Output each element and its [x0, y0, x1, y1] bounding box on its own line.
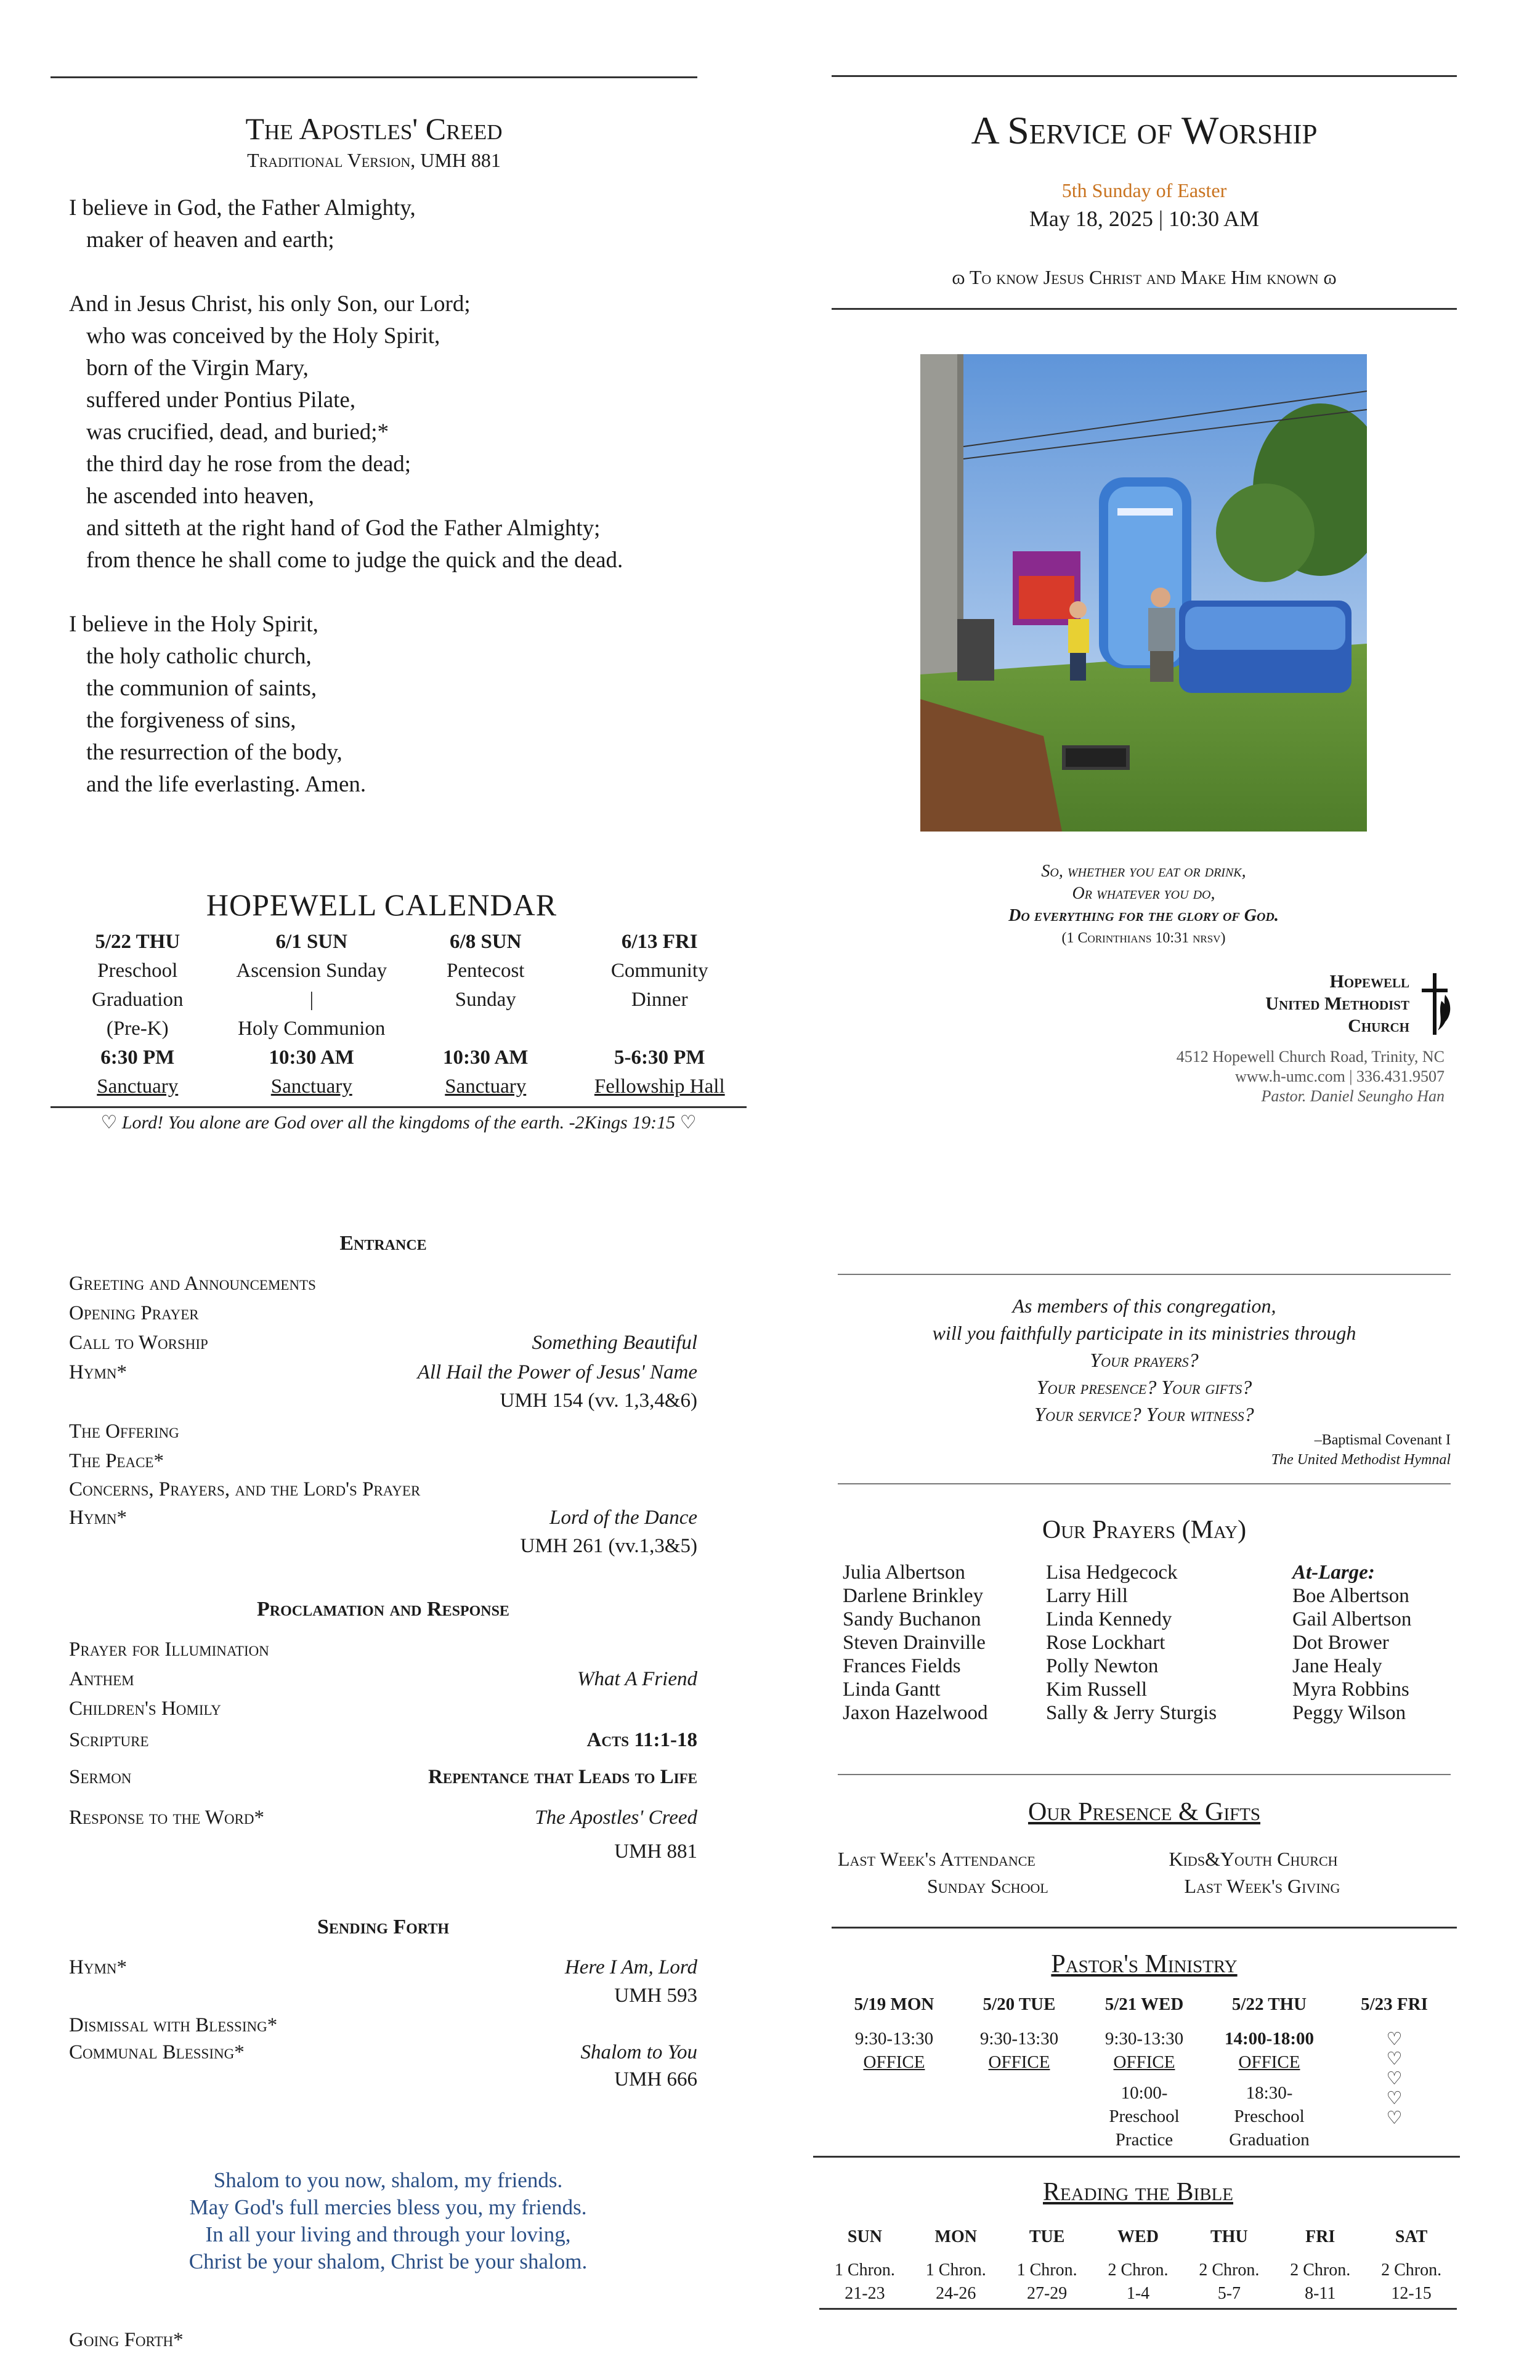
creed-line: the third day he rose from the dead;: [86, 451, 411, 477]
hymn-2-label: Hymn*: [69, 1507, 128, 1529]
creed-header: [51, 111, 697, 172]
creed-title: The Apostles' Creed: [245, 111, 503, 146]
pastor-ministry-title: Pastor's Ministry: [1051, 1950, 1238, 1978]
calendar-event: (Pre-K): [106, 1018, 169, 1040]
church-name-line: United Methodist: [1265, 994, 1409, 1014]
pastor-day-2: [957, 1993, 1082, 2151]
prayers-at-large-heading: At-Large:: [1292, 1561, 1375, 1584]
covenant-line: will you faithfully participate in its ministries through: [932, 1322, 1356, 1344]
calendar-place: Sanctuary: [97, 1075, 179, 1098]
church-web-phone: www.h-umc.com | 336.431.9507: [1234, 1067, 1445, 1085]
pastor-day-place: OFFICE: [1113, 2052, 1175, 2072]
bible-day-wed: [1093, 2225, 1184, 2305]
greeting-item: Greeting and Announcements: [69, 1273, 316, 1295]
calendar-date: 6/13 FRI: [621, 931, 698, 953]
creed-line: maker of heaven and earth;: [86, 227, 334, 253]
prayer-name: Steven Drainville: [843, 1632, 986, 1654]
calendar-date: 5/22 THU: [95, 931, 180, 953]
bible-bottom-rule: [819, 2308, 1457, 2310]
concerns-item: Concerns, Prayers, and the Lord's Prayer: [69, 1478, 421, 1500]
church-name-line: Hopewell: [1329, 971, 1409, 992]
response-label: Response to the Word*: [69, 1807, 265, 1829]
cover-motto: ɷ To know Jesus Christ and Make Him known ɷ: [952, 266, 1337, 288]
pastor-day-place: OFFICE: [1238, 2052, 1300, 2072]
covenant-line: Your service? Your witness?: [1034, 1403, 1254, 1425]
creed-line: he ascended into heaven,: [86, 484, 314, 509]
bible-day: THU: [1210, 2227, 1248, 2246]
waterslide-photo: [920, 354, 1367, 832]
pastor-day-1: [832, 1993, 957, 2151]
giving-label: Last Week's Giving: [1184, 1875, 1340, 1897]
bible-chapters: 8-11: [1305, 2284, 1336, 2303]
communal-blessing-label: Communal Blessing*: [69, 2041, 245, 2063]
hymn-1-title: All Hail the Power of Jesus' Name: [417, 1361, 697, 1383]
creed-line: I believe in the Holy Spirit,: [69, 612, 318, 637]
covenant-cite: –Baptismal Covenant I: [1314, 1432, 1451, 1448]
anthem-title: What A Friend: [577, 1668, 697, 1690]
creed-line: who was conceived by the Holy Spirit,: [86, 323, 440, 349]
calendar-event: Dinner: [631, 989, 688, 1011]
bible-chapters: 12-15: [1391, 2284, 1432, 2303]
pastor-day-3: [1082, 1993, 1207, 2151]
hymn-1-label: Hymn*: [69, 1361, 128, 1383]
calendar-place: Sanctuary: [445, 1075, 527, 1098]
prayer-name: Rose Lockhart: [1046, 1632, 1165, 1654]
pastor-day-time: 9:30-13:30: [979, 2029, 1059, 2049]
cover-top-rule: [832, 75, 1457, 77]
creed-line: I believe in God, the Father Almighty,: [69, 195, 416, 221]
scripture-label: Scripture: [69, 1729, 149, 1751]
cross-flame-icon: [1417, 970, 1454, 1038]
pastor-day-time: 9:30-13:30: [854, 2029, 934, 2049]
prayer-name: Kim Russell: [1046, 1678, 1148, 1701]
bible-day-sat: [1366, 2225, 1457, 2305]
shalom-line: Christ be your shalom, Christ be your shalom.: [188, 2249, 588, 2273]
hymn-3-item: [69, 1953, 697, 1982]
homily-item: Children's Homily: [69, 1698, 221, 1720]
bible-chapters: 24-26: [936, 2284, 976, 2303]
covenant-line: Your presence? Your gifts?: [1036, 1376, 1252, 1398]
prayer-name: Gail Albertson: [1292, 1608, 1412, 1630]
prayers-list: [838, 1561, 1451, 1725]
creed-top-rule: [51, 76, 697, 78]
calendar-col-4: [573, 928, 747, 1101]
heart-icon: ♡: [1386, 2089, 1403, 2108]
bible-book: 1 Chron.: [1016, 2261, 1077, 2280]
bible-chapters: 5-7: [1217, 2284, 1241, 2303]
calendar-event: Holy Communion: [238, 1018, 386, 1040]
prayer-name: Linda Kennedy: [1046, 1608, 1172, 1630]
calendar-col-2: [225, 928, 399, 1101]
church-pastor: Pastor. Daniel Seungho Han: [1261, 1087, 1445, 1105]
bible-book: 1 Chron.: [925, 2261, 986, 2280]
covenant-source: The United Methodist Hymnal: [1271, 1452, 1451, 1468]
bible-top-rule: [813, 2156, 1460, 2158]
bible-book: 1 Chron.: [834, 2261, 895, 2280]
attendance-label: Last Week's Attendance: [838, 1848, 1035, 1870]
calendar-event: Pentecost: [447, 960, 525, 982]
creed-line: the communion of saints,: [86, 676, 317, 701]
church-name: [1265, 971, 1409, 1037]
communal-blessing-title: Shalom to You: [580, 2041, 697, 2063]
bible-title: Reading the Bible: [1043, 2178, 1233, 2206]
bible-day: WED: [1117, 2227, 1159, 2246]
creed-stanza-3: [69, 609, 685, 801]
scripture-item: [69, 1723, 697, 1757]
church-logo-block: [1170, 970, 1454, 1038]
anthem-item: [69, 1664, 697, 1694]
hymn-2-number: UMH 261 (vv.1,3&5): [520, 1535, 697, 1557]
opening-prayer-item: Opening Prayer: [69, 1302, 199, 1324]
verse-line: Do everything for the glory of God.: [1008, 906, 1279, 925]
bible-chapters: 1-4: [1126, 2284, 1150, 2303]
prayers-title: Our Prayers (May): [1042, 1516, 1247, 1544]
presence-title: Our Presence & Gifts: [1027, 1798, 1260, 1826]
calendar-date: 6/1 SUN: [275, 931, 347, 953]
calendar-event: Graduation: [92, 989, 184, 1011]
pastor-day-date: 5/20 TUE: [983, 1994, 1056, 2014]
prayer-name: Jane Healy: [1292, 1655, 1382, 1677]
prayer-name: Peggy Wilson: [1292, 1702, 1406, 1724]
pastor-day-extra: Preschool: [1234, 2107, 1305, 2126]
heart-icon: ♡: [1386, 2030, 1403, 2049]
cover-header: [832, 108, 1457, 289]
calendar-time: 10:30 AM: [443, 1046, 529, 1069]
peace-item: The Peace*: [69, 1450, 164, 1472]
creed-stanza-1: [69, 192, 685, 256]
call-to-worship-label: Call to Worship: [69, 1332, 208, 1354]
cover-verse: [920, 860, 1367, 949]
creed-text: [69, 192, 685, 801]
prayer-name: Polly Newton: [1046, 1655, 1159, 1677]
cover-verse-text: [920, 860, 1367, 949]
pastor-day-date: 5/22 THU: [1231, 1994, 1307, 2014]
bible-chapters: 21-23: [845, 2284, 885, 2303]
church-address: 4512 Hopewell Church Road, Trinity, NC: [1176, 1048, 1445, 1066]
response-item: [69, 1797, 697, 1838]
creed-line: the holy catholic church,: [86, 644, 312, 669]
presence-top-rule: [838, 1774, 1451, 1775]
cover-mid-rule: [832, 308, 1457, 310]
calendar-time: 6:30 PM: [100, 1046, 175, 1069]
calendar: [51, 887, 747, 1133]
cover-date: May 18, 2025 | 10:30 AM: [1029, 206, 1260, 231]
heart-icon: ♡: [1386, 2069, 1403, 2089]
prayer-name: Sandy Buchanon: [843, 1608, 981, 1630]
calendar-event: [573, 1014, 747, 1043]
creed-subtitle: Traditional Version, UMH 881: [247, 149, 501, 171]
prayers-col-3: [1292, 1561, 1477, 1725]
prayer-name: Frances Fields: [843, 1655, 961, 1677]
order-of-worship: [69, 1232, 697, 2093]
covenant-line: As members of this congregation,: [1012, 1295, 1276, 1317]
shalom-line: In all your living and through your loving,: [205, 2222, 571, 2246]
bible-day-tue: [1002, 2225, 1093, 2305]
creed-line: and the life everlasting. Amen.: [86, 772, 367, 797]
heart-icon: ♡: [1386, 2108, 1403, 2128]
calendar-col-1: [51, 928, 225, 1101]
calendar-col-3: [399, 928, 573, 1101]
calendar-grid: [51, 928, 747, 1101]
cover-title: A Service of Worship: [971, 108, 1318, 152]
calendar-time: 5-6:30 PM: [614, 1046, 705, 1069]
response-number: UMH 881: [614, 1840, 697, 1863]
covenant: [838, 1292, 1451, 1470]
pastor-ministry-grid: [832, 1993, 1457, 2151]
heart-icon: ♡: [1386, 2049, 1403, 2069]
prayer-name: Myra Robbins: [1292, 1678, 1409, 1701]
church-name-line: Church: [1348, 1016, 1409, 1036]
hymn-1-item: [69, 1358, 697, 1387]
prayer-name: Linda Gantt: [843, 1678, 941, 1701]
bible-grid: [819, 2225, 1457, 2305]
hymn-2-item: [69, 1503, 697, 1532]
prayer-name: Jaxon Hazelwood: [843, 1702, 988, 1724]
illumination-item: Prayer for Illumination: [69, 1638, 269, 1661]
creed-line: and sitteth at the right hand of God the Father Almighty;: [86, 516, 601, 541]
creed-line: suffered under Pontius Pilate,: [86, 387, 356, 413]
sermon-title: Repentance that Leads to Life: [428, 1766, 697, 1788]
reading-bible: [819, 2177, 1457, 2310]
shalom-lyrics: [80, 2167, 696, 2275]
cover-photo: [920, 354, 1367, 832]
response-title: The Apostles' Creed: [535, 1807, 697, 1829]
pastor-day-place: OFFICE: [863, 2052, 925, 2072]
creed-line: And in Jesus Christ, his only Son, our Lord;: [69, 291, 471, 317]
bible-day-sun: [819, 2225, 910, 2305]
calendar-verse: ♡ Lord! You alone are God over all the kingdoms of the earth. -2Kings 19:15 ♡: [100, 1112, 697, 1133]
covenant-line: Your prayers?: [1090, 1349, 1199, 1371]
calendar-time: 10:30 AM: [269, 1046, 354, 1069]
pastor-day-time: 9:30-13:30: [1104, 2029, 1184, 2049]
church-contact: [1096, 1047, 1445, 1106]
verse-citation: (1 Corinthians 10:31 nrsv): [1061, 930, 1226, 946]
covenant-top-rule: [838, 1274, 1451, 1275]
calendar-event: Community: [610, 960, 708, 982]
calendar-event: [399, 1014, 573, 1043]
pastor-day-extra: 18:30-: [1246, 2083, 1293, 2103]
pastor-day-extra: Practice: [1115, 2130, 1173, 2150]
calendar-event: Preschool: [97, 960, 178, 982]
bible-chapters: 27-29: [1026, 2284, 1068, 2303]
sermon-label: Sermon: [69, 1766, 132, 1788]
calendar-place: Sanctuary: [270, 1075, 352, 1098]
presence-col-2: [1145, 1845, 1451, 1900]
bible-day: SAT: [1395, 2227, 1428, 2246]
prayer-name: Sally & Jerry Sturgis: [1046, 1702, 1217, 1724]
creed-line: the forgiveness of sins,: [86, 708, 296, 733]
pastor-day-date: 5/23 FRI: [1361, 1994, 1428, 2014]
anthem-label: Anthem: [69, 1668, 134, 1690]
prayer-name: Boe Albertson: [1292, 1585, 1409, 1607]
pastor-day-place: OFFICE: [988, 2052, 1050, 2072]
communal-blessing-number: UMH 666: [614, 2068, 697, 2091]
creed-line: the resurrection of the body,: [86, 740, 342, 765]
bible-day: MON: [934, 2227, 977, 2246]
prayers-section: [838, 1515, 1451, 1725]
presence-col-1: [838, 1845, 1145, 1900]
call-to-worship-piece: Something Beautiful: [532, 1332, 697, 1354]
prayer-name: Dot Brower: [1292, 1632, 1389, 1654]
sunday-school-label: Sunday School: [927, 1875, 1048, 1897]
calendar-place: Fellowship Hall: [594, 1075, 725, 1098]
bible-day: FRI: [1305, 2227, 1335, 2246]
pastor-day-date: 5/21 WED: [1104, 1994, 1184, 2014]
bible-day-fri: [1275, 2225, 1366, 2305]
presence-section: [838, 1797, 1451, 1900]
cover-sunday: 5th Sunday of Easter: [1061, 179, 1227, 201]
hymn-2-title: Lord of the Dance: [549, 1507, 697, 1529]
offering-item: The Offering: [69, 1420, 179, 1443]
calendar-title: HOPEWELL CALENDAR: [206, 888, 557, 922]
creed-line: was crucified, dead, and buried;*: [86, 419, 389, 445]
communal-blessing-item: [69, 2039, 697, 2066]
creed-stanza-2: [69, 288, 685, 577]
pastor-day-4: [1207, 1993, 1332, 2151]
calendar-rule: [51, 1106, 747, 1108]
calendar-date: 6/8 SUN: [450, 931, 522, 953]
shalom-line: Shalom to you now, shalom, my friends.: [213, 2168, 563, 2192]
prayer-name: Larry Hill: [1046, 1585, 1128, 1607]
shalom-line: May God's full mercies bless you, my friends.: [189, 2195, 587, 2219]
prayers-col-2: [1046, 1561, 1292, 1725]
prayer-name: Julia Albertson: [843, 1561, 965, 1584]
calendar-event: |: [309, 989, 314, 1011]
bible-day: SUN: [847, 2227, 882, 2246]
creed-line: born of the Virgin Mary,: [86, 355, 309, 381]
bible-book: 2 Chron.: [1381, 2261, 1442, 2280]
pastor-day-time: 14:00-18:00: [1225, 2029, 1314, 2049]
hymn-3-label: Hymn*: [69, 1956, 128, 1978]
hymn-3-number: UMH 593: [614, 1985, 697, 2007]
prayers-top-rule: [838, 1483, 1451, 1484]
bible-day-thu: [1183, 2225, 1275, 2305]
bible-book: 2 Chron.: [1108, 2261, 1169, 2280]
bible-day-mon: [910, 2225, 1002, 2305]
bible-book: 2 Chron.: [1290, 2261, 1351, 2280]
scripture-reference: Acts 11:1-18: [586, 1729, 697, 1751]
prayer-name: Lisa Hedgecock: [1046, 1561, 1178, 1584]
hymn-1-number: UMH 154 (vv. 1,3,4&6): [500, 1390, 697, 1412]
pastor-day-extra: Preschool: [1109, 2107, 1180, 2126]
pastor-day-extra: 10:00-: [1121, 2083, 1168, 2103]
sermon-item: [69, 1757, 697, 1797]
calendar-event: Ascension Sunday: [236, 960, 387, 982]
entrance-heading: Entrance: [339, 1232, 427, 1255]
creed-line: from thence he shall come to judge the quick and the dead.: [86, 548, 623, 573]
pastor-day-date: 5/19 MON: [854, 1994, 934, 2014]
bible-book: 2 Chron.: [1199, 2261, 1260, 2280]
verse-line: Or whatever you do,: [1072, 884, 1215, 903]
pastor-top-rule: [832, 1927, 1457, 1929]
hymn-3-title: Here I Am, Lord: [564, 1956, 697, 1978]
going-forth-item: Going Forth*: [69, 2329, 184, 2351]
pastor-day-extra: Graduation: [1229, 2130, 1310, 2150]
dismissal-item: Dismissal with Blessing*: [69, 2014, 278, 2036]
prayers-col-1: [843, 1561, 1046, 1725]
presence-grid: [838, 1845, 1451, 1900]
proclamation-heading: Proclamation and Response: [257, 1598, 509, 1621]
pastor-ministry: [832, 1949, 1457, 2151]
sending-heading: Sending Forth: [317, 1916, 450, 1938]
bible-day: TUE: [1029, 2227, 1065, 2246]
calendar-event: Sunday: [455, 989, 516, 1011]
call-to-worship-item: [69, 1328, 697, 1358]
kids-youth-label: Kids&Youth Church: [1169, 1848, 1338, 1870]
pastor-day-5: [1332, 1993, 1457, 2151]
verse-line: So, whether you eat or drink,: [1041, 862, 1246, 881]
prayer-name: Darlene Brinkley: [843, 1585, 984, 1607]
